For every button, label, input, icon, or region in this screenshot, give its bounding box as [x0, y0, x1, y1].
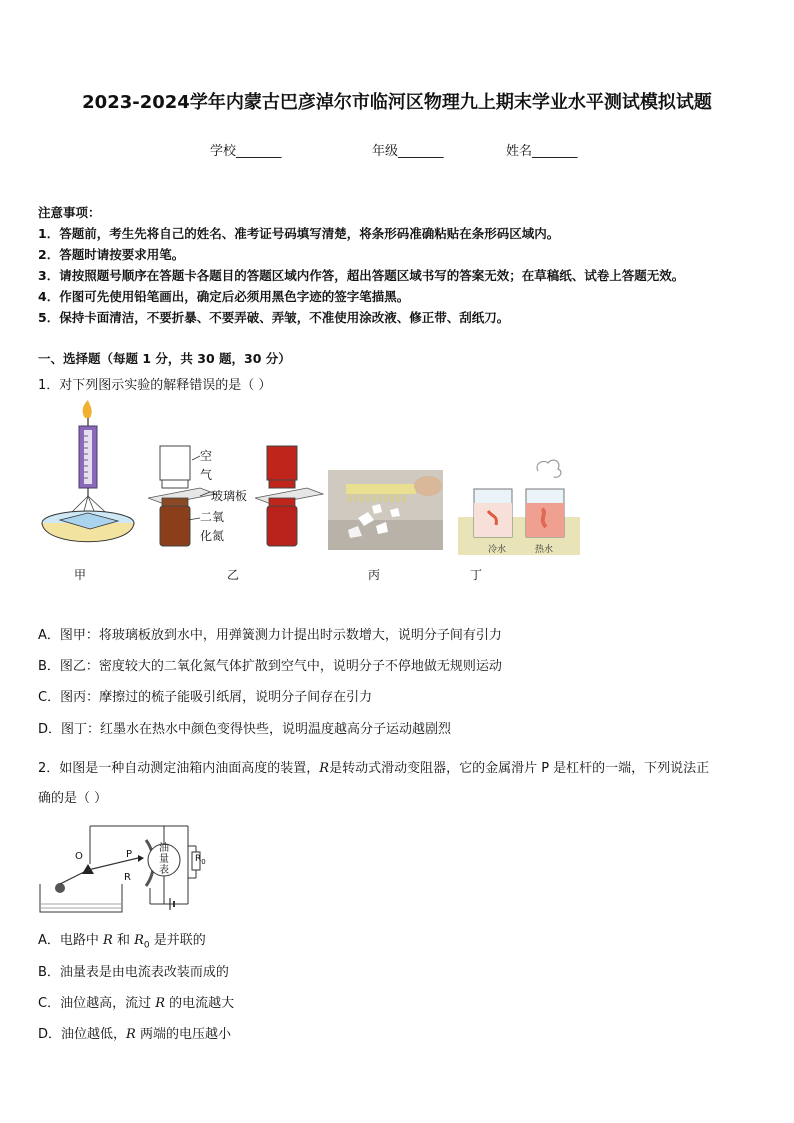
figure-label-yi: 乙 [227, 568, 240, 582]
page-title: 2023-2024学年内蒙古巴彦淖尔市临河区物理九上期末学业水平测试模拟试题 [82, 92, 712, 113]
label-pivot-o: O [75, 851, 83, 862]
notes-heading: 注意事项： [38, 205, 101, 220]
label-glass-plate: 玻璃板 [211, 489, 248, 503]
label-hot-water: 热水 [535, 545, 554, 555]
figure-ding-beakers-photo [458, 455, 580, 555]
note-item: 3．请按照题号顺序在答题卡各题目的答题区域内作答，超出答题区域书写的答案无效；在草稿纸、试卷上答题无效。 [38, 268, 685, 283]
q1-option-b[interactable]: B．图乙：密度较大的二氧化氮气体扩散到空气中，说明分子不停地做无规则运动 [38, 659, 502, 674]
label-r0: $R_0$ [195, 854, 206, 866]
label-air-1: 空 [200, 449, 213, 463]
q1-option-a[interactable]: A．图甲：将玻璃板放到水中，用弹簧测力计提出时示数增大，说明分子间有引力 [38, 628, 502, 643]
label-air-2: 气 [200, 468, 213, 482]
note-item: 2．答题时请按要求用笔。 [38, 247, 185, 262]
figure-label-bing: 丙 [368, 568, 381, 582]
note-item: 1．答题前，考生先将自己的姓名、准考证号码填写清楚，将条形码准确粘贴在条形码区域内。 [38, 226, 560, 241]
question-2-stem-line2: 确的是（ ） [38, 791, 108, 806]
label-no2-2: 化氮 [200, 529, 225, 543]
question-1-stem: 1．对下列图示实验的解释错误的是（ ） [38, 378, 272, 393]
section-heading: 一、选择题（每题 1 分，共 30 题，30 分） [38, 351, 291, 366]
label-cold-water: 冷水 [488, 545, 507, 555]
q1-option-d[interactable]: D．图丁：红墨水在热水中颜色变得快些，说明温度越高分子运动越剧烈 [38, 722, 452, 737]
figure-jia-spring-scale [38, 400, 138, 560]
label-no2-1: 二氧 [200, 510, 225, 524]
q2-option-a[interactable]: A．电路中 R 和 $R_0$ 是并联的 [38, 933, 206, 951]
figure-yi-diffusion-after [255, 440, 325, 552]
question-2-stem-line1: 2．如图是一种自动测定油箱内油面高度的装置，R是转动式滑动变阻器，它的金属滑片 P 是杠杆的一端，下列说法正 [38, 761, 710, 776]
q2-option-b[interactable]: B．油量表是由电流表改装而成的 [38, 965, 229, 980]
figure-label-jia: 甲 [74, 568, 87, 582]
figure-label-ding: 丁 [470, 568, 483, 582]
label-oil-meter: 油 量 表 [159, 843, 169, 876]
label-resistor-r: R [124, 872, 131, 883]
grade-field[interactable]: 年级_______ [372, 144, 444, 159]
q2-option-c[interactable]: C．油位越高，流过 R 的电流越大 [38, 996, 235, 1011]
school-field[interactable]: 学校_______ [210, 144, 282, 159]
name-field[interactable]: 姓名_______ [506, 144, 578, 159]
note-item: 5．保持卡面清洁，不要折暴、不要弄破、弄皱，不准使用涂改液、修正带、刮纸刀。 [38, 310, 510, 325]
figure-bing-comb-photo [328, 470, 443, 550]
label-slider-p: P [126, 849, 133, 860]
note-item: 4．作图可先使用铅笔画出，确定后必须用黑色字迹的签字笔描黑。 [38, 289, 410, 304]
figure-oil-gauge-circuit [38, 822, 218, 917]
q1-option-c[interactable]: C．图丙：摩擦过的梳子能吸引纸屑，说明分子间存在引力 [38, 690, 373, 705]
q2-option-d[interactable]: D．油位越低，R 两端的电压越小 [38, 1027, 231, 1042]
